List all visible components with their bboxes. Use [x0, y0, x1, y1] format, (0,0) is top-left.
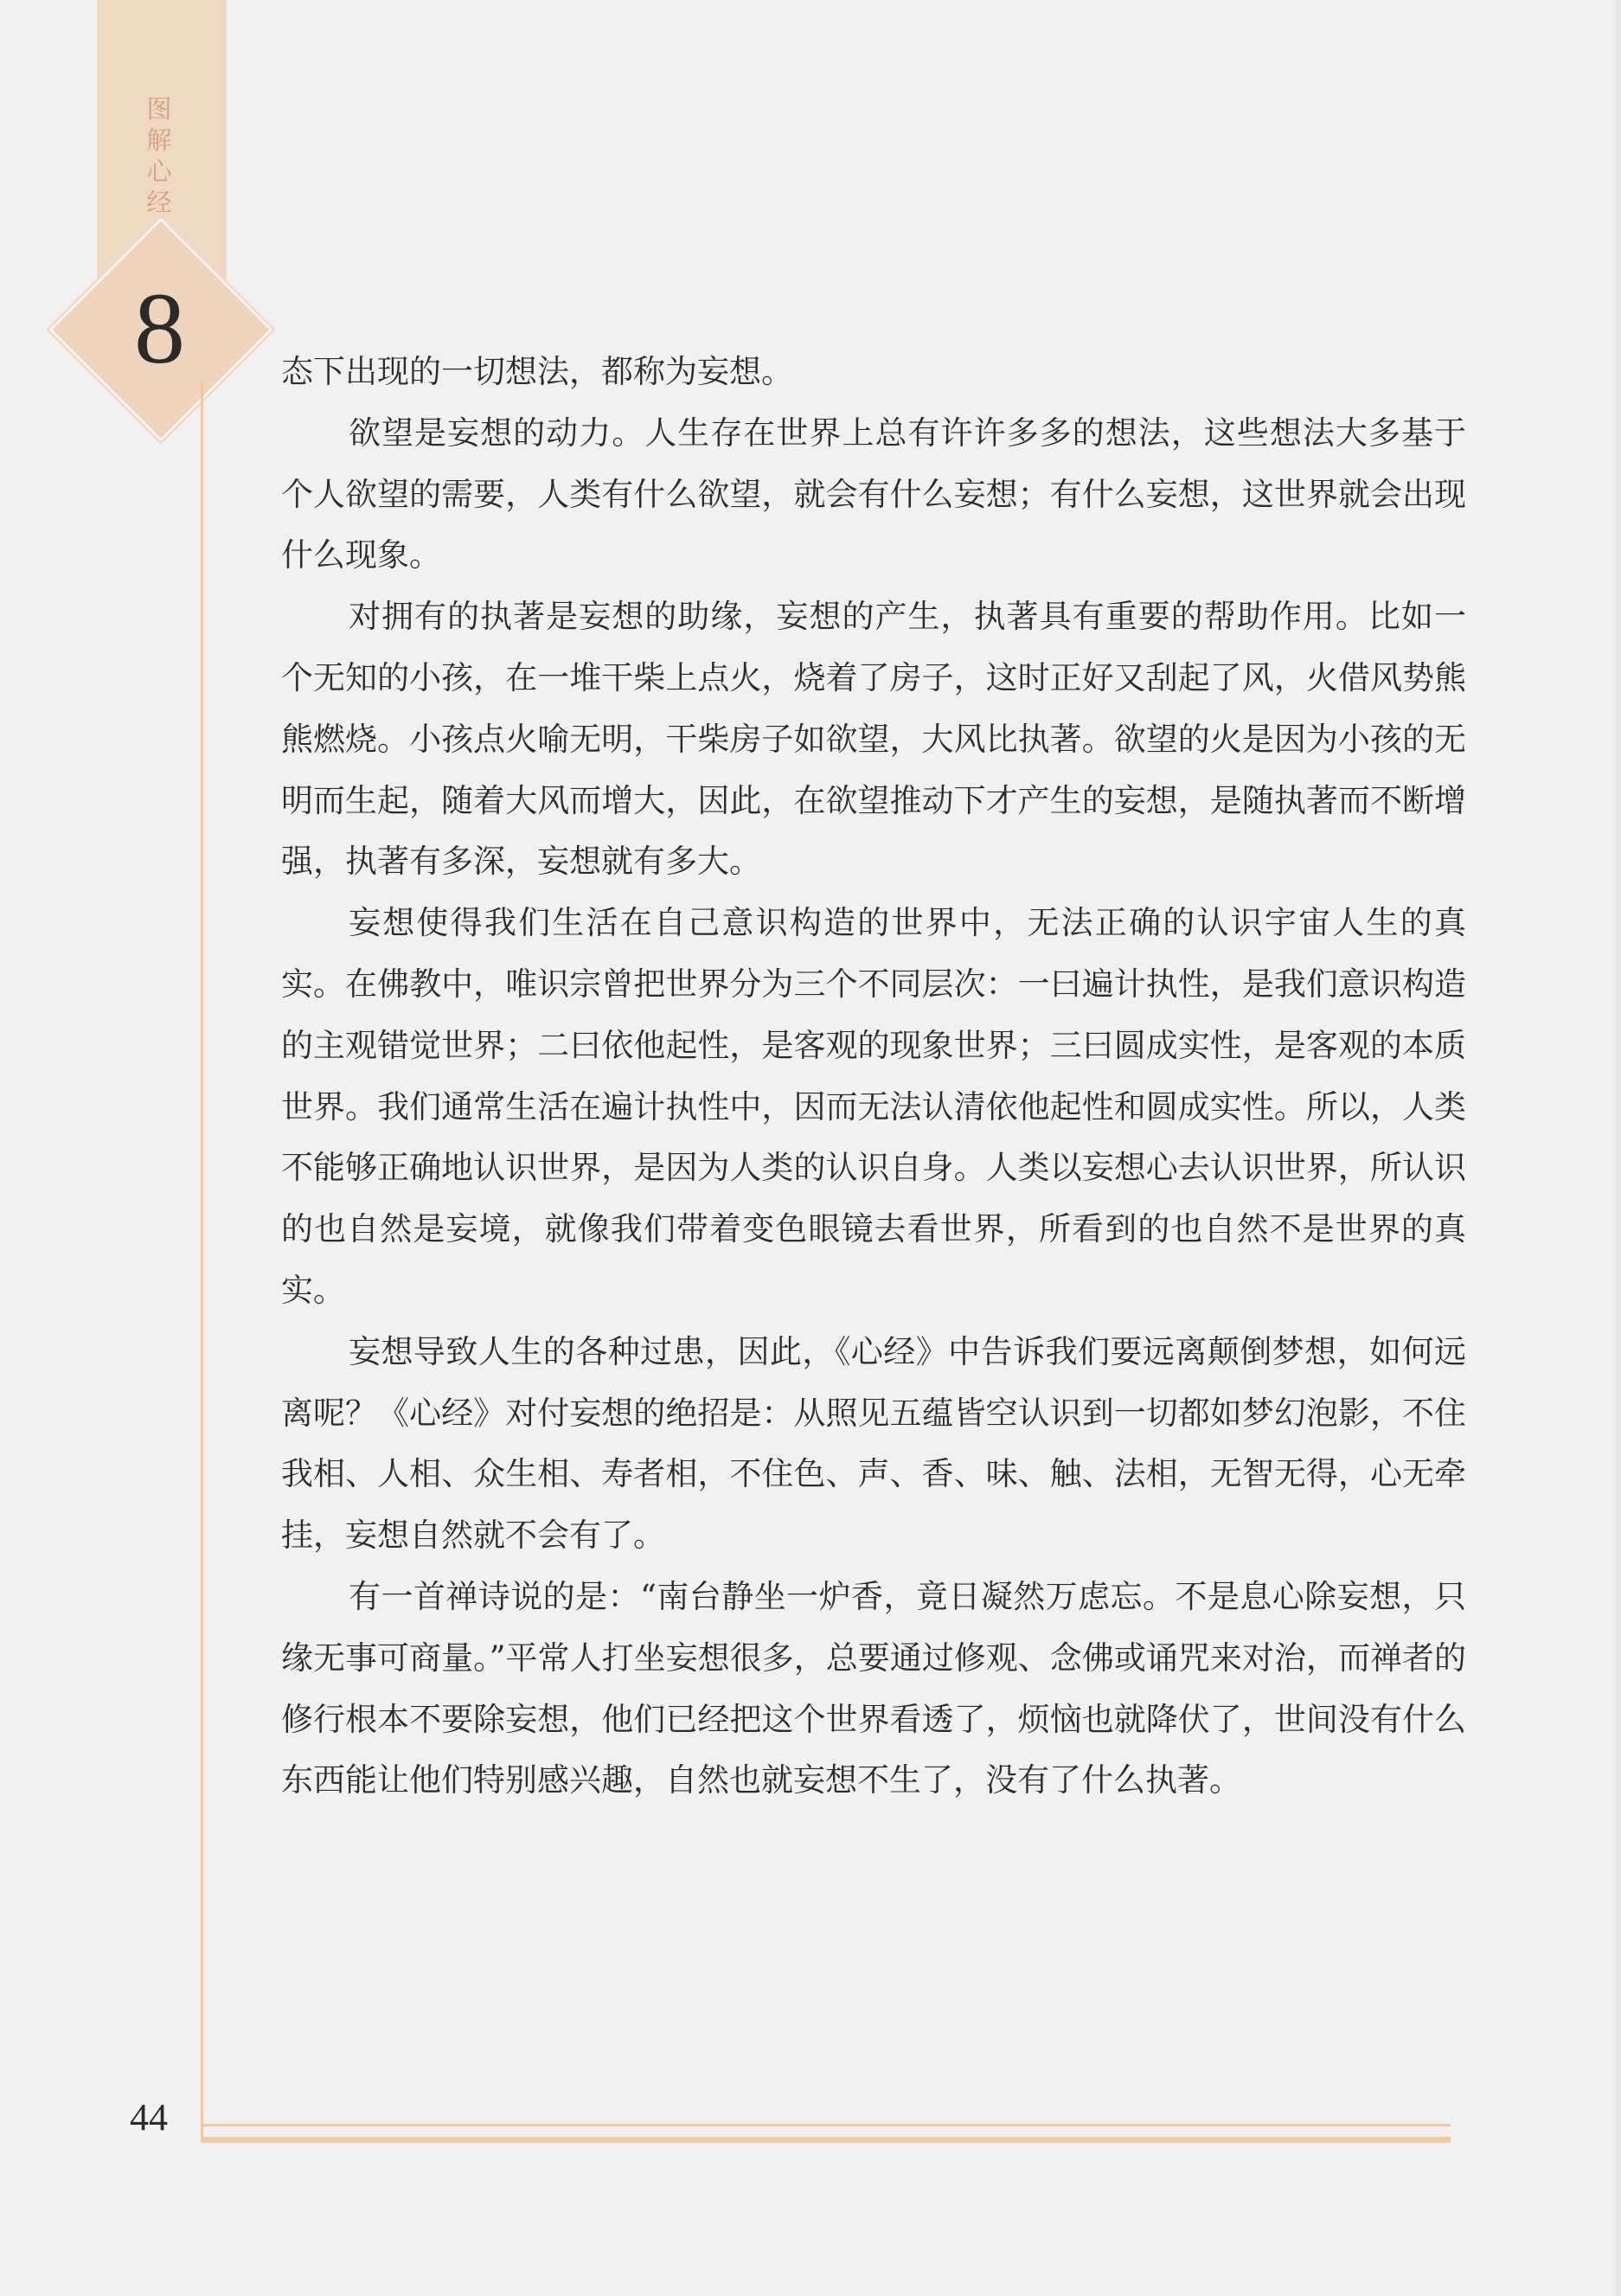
footer-rule-thick — [201, 2137, 1451, 2143]
left-margin-rule — [201, 381, 203, 2137]
book-title-char: 图 — [146, 94, 172, 124]
footer-rule-thin — [201, 2124, 1451, 2126]
book-title-char: 解 — [146, 125, 172, 155]
paragraph: 妄想导致人生的各种过患，因此，《心经》中告诉我们要远离颠倒梦想，如何远离呢？《心经》对付妄想的绝招是：从照见五蕴皆空认识到一切都如梦幻泡影，不住我相、人相、众生相、寿者相，不住色、声、香、味、触、法相，无智无得，心无牵挂，妄想自然就不会有了。 — [281, 1332, 1466, 1555]
paragraph: 妄想使得我们生活在自己意识构造的世界中，无法正确的认识宇宙人生的真实。在佛教中，唯识宗曾把世界分为三个不同层次：一曰遍计执性，是我们意识构造的主观错觉世界；二曰依他起性，是客观的现象世界；三曰圆成实性，是客观的本质世界。我们通常生活在遍计执性中，因而无法认清依他起性和圆成实性。所以，人类不能够正确地认识世界，是因为人类的认识自身。人类以妄想心去认识世界，所认识的也自然是妄境，就像我们带着变色眼镜去看世界，所看到的也自然不是世界的真实。 — [281, 904, 1466, 1309]
book-title-char: 经 — [146, 188, 172, 217]
book-title-vertical — [142, 93, 176, 218]
paragraph: 有一首禅诗说的是：“南台静坐一炉香，竟日凝然万虑忘。不是息心除妄想，只缘无事可商量。”平常人打坐妄想很多，总要通过修观、念佛或诵咒来对治，而禅者的修行根本不要除妄想，他们已经把这个世界看透了，烦恼也就降伏了，世间没有什么东西能让他们特别感兴趣，自然也就妄想不生了，没有了什么执著。 — [281, 1577, 1466, 1799]
book-title-char: 心 — [146, 157, 172, 186]
chapter-number: 8 — [134, 272, 185, 385]
paragraph-continued: 态下出现的一切想法，都称为妄想。 — [281, 353, 793, 390]
body-text — [281, 342, 1466, 1812]
paragraph: 对拥有的执著是妄想的助缘，妄想的产生，执著具有重要的帮助作用。比如一个无知的小孩，在一堆干柴上点火，烧着了房子，这时正好又刮起了风，火借风势熊熊燃烧。小孩点火喻无明，干柴房子如欲望，大风比执著。欲望的火是因为小孩的无明而生起，随着大风而增大，因此，在欲望推动下才产生的妄想，是随执著而不断增强，执著有多深，妄想就有多大。 — [281, 598, 1466, 881]
scan-edge — [1616, 0, 1621, 2296]
paragraph: 欲望是妄想的动力。人生存在世界上总有许许多多的想法，这些想法大多基于个人欲望的需要，人类有什么欲望，就会有什么妄想；有什么妄想，这世界就会出现什么现象。 — [281, 414, 1466, 574]
page-number: 44 — [130, 2096, 168, 2139]
